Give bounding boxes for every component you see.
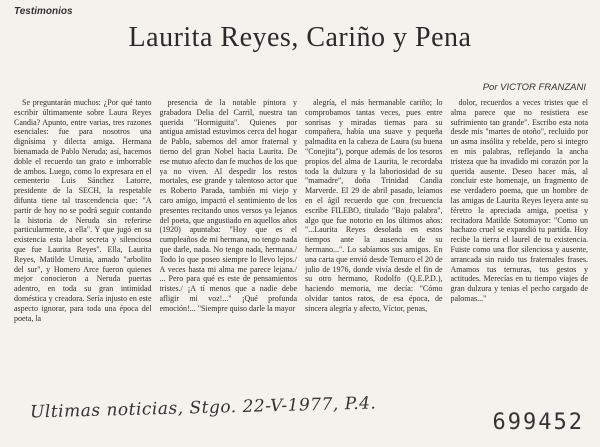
handwritten-source-note: Ultimas noticias, Stgo. 22-V-1977, P.4.: [29, 393, 377, 423]
article-column-4: [451, 98, 589, 388]
catalog-number: 699452: [492, 410, 584, 435]
article-column-3: [305, 98, 443, 388]
article-column-2: [160, 98, 298, 388]
section-label: Testimonios: [14, 6, 73, 17]
column-text: alegría, el más hermanable cariño; lo comprobamos tantas veces, pues entre sonrisas y miradas tiernas para su compañera, había una suave y pequeña palmadita en la cabeza de Laura (su buena "Conejita"), porque además de los tesoros propios del alma de Laurita, le recordaba toda la dulzura y la laboriosidad de su "mamadre", doña Trinidad Candia Marverde. El 29 de abril pasado, leíamos en el ágil recuerdo que con frecuencia escribe FILEBO, titulado "Bajo palabra", algo que fue notorio en los últimos años: "...Laurita Reyes desolada en estos tiempos ante la ausencia de su hermano...". Lo sabíamos sus amigos. En una carta que envió desde Temuco el 20 de julio de 1976, donde vivía desde el fin de su otro hermano, Rodolfo (Q.E.P.D.), haciendo memoria, me decía: "Cómo olvidar tantos ratos, de esa época, de sincera alegría y afecto, Víctor, penas,: [305, 98, 443, 313]
headline: Laurita Reyes, Cariño y Pena: [128, 22, 472, 53]
byline: Por VICTOR FRANZANI: [482, 82, 586, 93]
article-body: [14, 98, 588, 388]
column-text: presencia de la notable pintora y grabadora Delia del Carril, nuestra tan querida "Hormiguita". Quienes por antigua amistad estuvimos cerca del hogar de Pablo, sabemos del amor fraternal y tierno del gran Nobel hacia Laurita. De ese mutuo afecto dan fe muchos de los que ya no viven. Al despedir los restos mortales, ese grande y talentoso actor que es Roberto Parada, también mi viejo y caro amigo, impactó el sentimiento de los presentes recitando unos versos ya lejanos del poeta, que angustiado en aquellos años (1920) apuntaba: "Hoy que es el cumpleaños de mi hermana, no tengo nada que darle, nada. No tengo nada, hermana./ Todo lo que poseo siempre lo llevo lejos./ A veces hasta mi alma me parece lejana./ ... Pero para qué es este de pensamientos tristes./ ¡A tí menos que a nadie debe afligir mi voz!..." ¡Qué profunda emoción!... "Siempre quiso darle la mayor: [159, 98, 297, 313]
article-column-1: [14, 98, 152, 388]
column-text: dolor, recuerdos a veces tristes que el alma parece que no resistiera ese sufrimiento tan grande". Escribo esta nota desde mis "martes de otoño", recluido por un asma insólita y rebelde, pero si integro en mis palabras, reflejando la ancha tristeza que ha invadido mi corazón por la querida ausente. Deseo hacer más, al concluir este homenaje, un fragmento de ese verdadero poema, que un hombre de las amigas de Laurita Reyes leyera ante su féretro la apreciada amiga, poetisa y recitadora Matilde Sotomayor: "Como un hachazo cruel se expandió tu partida. Hoy recibe la tierra el laurel de tu existencia. Fuiste como una flor silenciosa y ausente, arrancada sin ruido tus fraternales frases. Amamos tus ternuras, tus gestos y actitudes. Merecías en tu tiempo viajes de gran dulzura y tenias el pecho cargado de palomas...": [450, 98, 588, 303]
column-text: Se preguntarán muchos: ¿Por qué tanto escribir últimamente sobre Laura Reyes Candia? Apunto, entre varias, tres razones esenciales: fue para nosotros una dignísima y dilecta amiga. Hermana bienamada de Pablo Neruda; así, hacemos doble el recuerdo tan grato e imborrable de ambos. Luego, como lo expresara en el cementerio Luis Sánchez Latorre, presidente de la SECH, la respetable difunta tiene tal trascendencia que: "A partir de hoy no se podrá seguir contando la historia de Neruda sin referirse particularmente, a ella". Y que jugó en su existencia esta labor secreta y silenciosa que fue Laurita Reyes". Ella, Laurita Reyes, Matilde Urrutia, amado "arbolito del sur", y Homero Arce fueron quienes mejor conocieron a Neruda puertas adentro, en toda su gran intimidad doméstica y creadora. Sería injusto en este aspecto ignorar, para toda una época del poeta, la: [14, 98, 152, 323]
